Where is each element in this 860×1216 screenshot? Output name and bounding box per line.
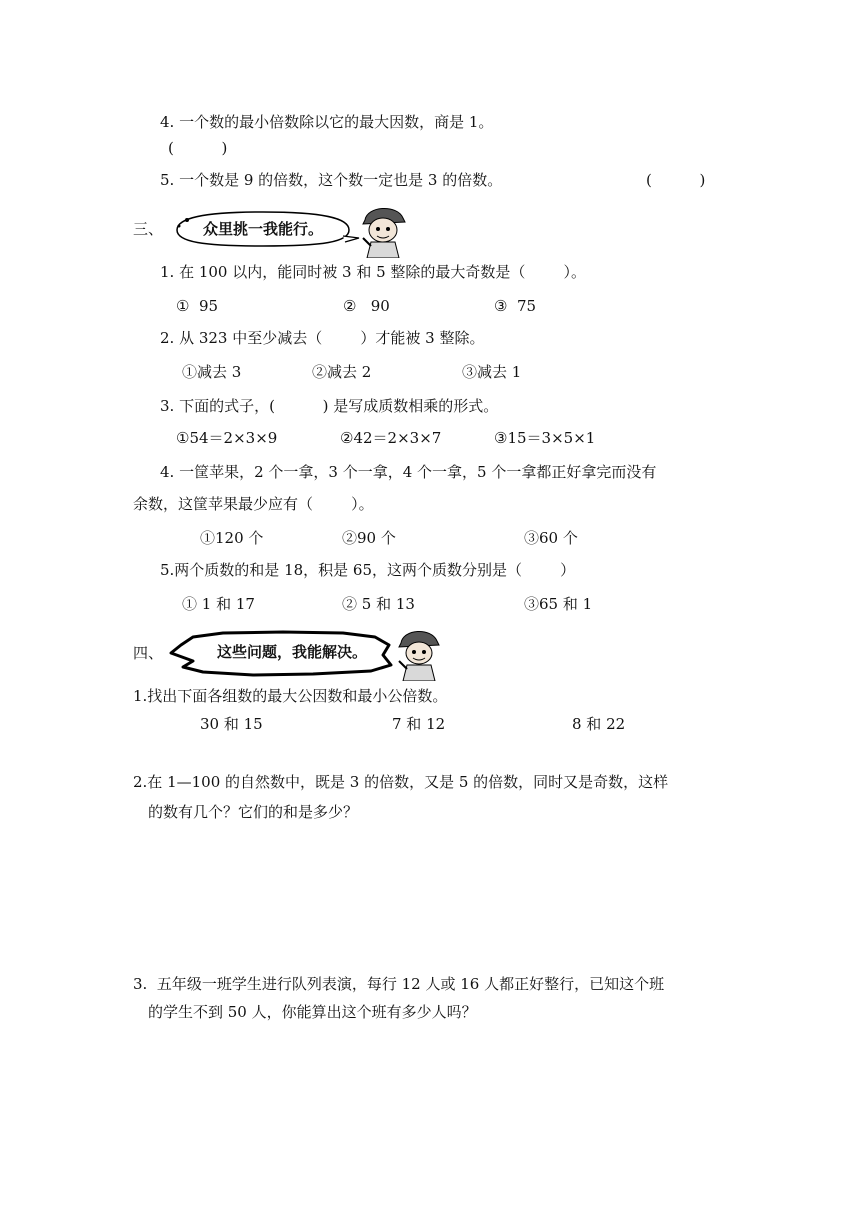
question-3-3: 3. 下面的式子，( ) 是写成质数相乘的形式。	[160, 397, 499, 415]
section-4-title: 这些问题，我能解决。	[217, 643, 368, 661]
question-2-5: 5. 一个数是 9 的倍数，这个数一定也是 3 的倍数。	[160, 171, 503, 189]
option-3-2-c: ③减去 1	[462, 363, 522, 381]
question-4-2-cont: 的数有几个？它们的和是多少？	[148, 803, 359, 821]
option-3-5-a: ① 1 和 17	[182, 595, 255, 613]
option-3-4-b: ②90 个	[342, 529, 396, 547]
question-3-4: 4. 一筐苹果，2 个一拿，3 个一拿，4 个一拿，5 个一拿都正好拿完而没有	[160, 463, 657, 481]
option-3-4-a: ①120 个	[200, 529, 264, 547]
question-3-1: 1. 在 100 以内，能同时被 3 和 5 整除的最大奇数是（ ）。	[160, 263, 587, 281]
option-3-5-b: ② 5 和 13	[342, 595, 415, 613]
option-3-1-b: ② 90	[343, 297, 390, 315]
option-3-2-b: ②减去 2	[312, 363, 372, 381]
option-3-3-b: ②42＝2×3×7	[340, 429, 442, 447]
number-group-1: 30 和 15	[200, 715, 263, 733]
banner-bubble	[163, 625, 397, 681]
question-4-3: 3. 五年级一班学生进行队列表演，每行 12 人或 16 人都正好整行，已知这个班	[133, 975, 665, 993]
question-4-2: 2.在 1—100 的自然数中，既是 3 的倍数，又是 5 的倍数，同时又是奇数，这样	[133, 773, 669, 791]
question-4-1: 1.找出下面各组数的最大公因数和最小公倍数。	[133, 687, 448, 705]
section-3-heading	[133, 200, 409, 258]
number-group-3: 8 和 22	[572, 715, 626, 733]
question-3-4-cont: 余数，这筐苹果最少应有（ ）。	[133, 495, 374, 513]
number-group-2: 7 和 12	[392, 715, 446, 733]
answer-paren-2-4: ( )	[168, 139, 228, 157]
question-2-4: 4. 一个数的最小倍数除以它的最大因数，商是 1。	[160, 113, 494, 131]
question-3-2: 2. 从 323 中至少减去（ ）才能被 3 整除。	[160, 329, 485, 347]
option-3-1-a: ① 95	[176, 297, 219, 315]
speech-bubble	[163, 202, 363, 256]
cartoon-boy-icon	[395, 625, 443, 681]
question-3-5: 5.两个质数的和是 18，积是 65，这两个质数分别是（ ）	[160, 561, 576, 579]
question-4-3-cont: 的学生不到 50 人，你能算出这个班有多少人吗？	[148, 1003, 477, 1021]
answer-paren-2-5: ( )	[646, 171, 706, 189]
section-3-label: 三、	[133, 220, 164, 238]
option-3-2-a: ①减去 3	[182, 363, 242, 381]
option-3-4-c: ③60 个	[524, 529, 578, 547]
option-3-5-c: ③65 和 1	[524, 595, 593, 613]
cartoon-boy-icon	[357, 200, 409, 258]
section-4-label: 四、	[133, 644, 164, 662]
option-3-1-c: ③ 75	[494, 297, 537, 315]
option-3-3-a: ①54＝2×3×9	[176, 429, 278, 447]
option-3-3-c: ③15＝3×5×1	[494, 429, 596, 447]
section-4-heading	[133, 624, 443, 682]
section-3-title: 众里挑一我能行。	[203, 220, 324, 238]
